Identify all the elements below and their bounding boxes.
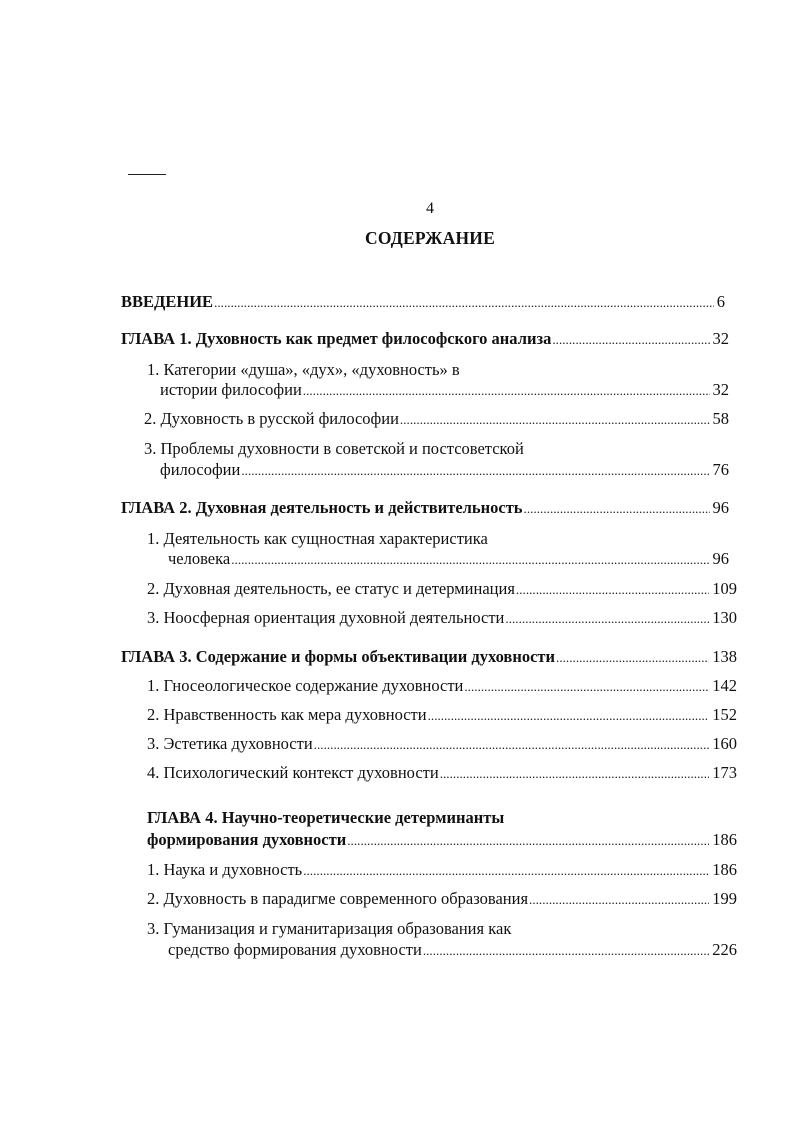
toc-section[interactable] [147, 765, 737, 782]
toc-section[interactable] [168, 551, 729, 568]
toc-section[interactable] [147, 862, 737, 879]
toc-section-line[interactable]: 1. Категории «душа», «дух», «духовность» в [147, 360, 460, 379]
toc-section-line[interactable]: 1. Деятельность как сущностная характеристика [147, 529, 488, 548]
chapter-label: ГЛАВА 2 [121, 498, 188, 517]
toc-chapter-1[interactable] [121, 331, 729, 348]
toc-entry-intro[interactable] [121, 294, 725, 311]
dot-leader [464, 678, 709, 695]
dot-leader [428, 707, 710, 724]
toc-section-text: 2. Духовная деятельность, ее статус и детерминация [147, 579, 515, 598]
toc-page-number: 76 [712, 460, 729, 479]
dot-leader [303, 862, 709, 879]
toc-section-line[interactable]: 3. Гуманизация и гуманитаризация образования как [147, 919, 512, 938]
toc-section[interactable] [160, 462, 729, 479]
toc-section-text: 3. Ноосферная ориентация духовной деятельности [147, 608, 505, 627]
toc-page-number: 186 [712, 830, 737, 849]
toc-section[interactable] [147, 678, 737, 695]
toc-page-number: 32 [712, 329, 729, 348]
toc-section[interactable] [144, 411, 729, 428]
dot-leader [505, 610, 709, 627]
toc-entry-label: ВВЕДЕНИЕ [121, 292, 214, 311]
toc-section[interactable] [168, 942, 737, 959]
toc-chapter-title: формирования духовности [147, 830, 347, 849]
toc-section[interactable] [160, 382, 729, 399]
toc-section[interactable] [147, 891, 737, 908]
toc-chapter-title [121, 500, 523, 517]
toc-page-number: 96 [712, 498, 729, 517]
toc-section-line[interactable]: 3. Проблемы духовности в советской и постсоветской [144, 439, 524, 458]
toc-section-text: истории философии [160, 380, 302, 399]
toc-section[interactable] [147, 707, 737, 724]
toc-section[interactable] [147, 581, 737, 598]
toc-section-text: 1. Гносеологическое содержание духовности [147, 676, 464, 695]
toc-chapter-2[interactable] [121, 500, 729, 517]
toc-page-number: 6 [716, 292, 725, 311]
toc-section[interactable] [147, 736, 737, 753]
dot-leader [314, 736, 710, 753]
toc-page-number: 160 [712, 734, 737, 753]
toc-section-text: 1. Наука и духовность [147, 860, 303, 879]
toc-chapter-4-line[interactable]: ГЛАВА 4. Научно-теоретические детерминанты [147, 808, 505, 827]
toc-page-number: 96 [712, 549, 729, 568]
dot-leader [516, 581, 709, 598]
toc-page-number: 130 [712, 608, 737, 627]
toc-section-text: средство формирования духовности [168, 940, 422, 959]
toc-section-text: 2. Нравственность как мера духовности [147, 705, 427, 724]
toc-section-text: 4. Психологический контекст духовности [147, 763, 439, 782]
toc-chapter-title: ГЛАВА 3. Содержание и формы объективации духовности [121, 647, 556, 666]
dot-leader [303, 382, 710, 399]
dot-leader [556, 649, 709, 666]
toc-page-number: 173 [712, 763, 737, 782]
toc-section-text: философии [160, 460, 241, 479]
toc-page-number: 109 [712, 579, 737, 598]
toc-page-number: 186 [712, 860, 737, 879]
chapter-title-text: . Духовная деятельность и действительность [187, 498, 523, 517]
toc-page-number: 32 [712, 380, 729, 399]
toc-page-number: 142 [712, 676, 737, 695]
toc-page-number: 152 [712, 705, 737, 724]
dot-leader [347, 832, 709, 849]
dot-leader [241, 462, 709, 479]
toc-page-number: 138 [712, 647, 737, 666]
chapter-title-text: . Духовность как предмет философского анализа [187, 329, 552, 348]
dot-leader [423, 942, 709, 959]
toc-section-text: 3. Эстетика духовности [147, 734, 313, 753]
toc-section-text: человека [168, 549, 231, 568]
dot-leader [214, 294, 714, 311]
toc-page-number: 199 [712, 889, 737, 908]
page-title: СОДЕРЖАНИЕ [364, 228, 495, 248]
dot-leader [552, 331, 709, 348]
dot-leader [529, 891, 709, 908]
toc-section-text: 2. Духовность в парадигме современного образования [147, 889, 529, 908]
toc-section-text: 2. Духовность в русской философии [144, 409, 399, 428]
dot-leader [524, 500, 710, 517]
toc-chapter-title [121, 331, 551, 348]
chapter-label: ГЛАВА 1 [121, 329, 188, 348]
dot-leader [231, 551, 709, 568]
toc-page-number: 58 [712, 409, 729, 428]
toc-chapter-4[interactable] [147, 832, 737, 849]
toc-page-number: 226 [712, 940, 737, 959]
dot-leader [440, 765, 710, 782]
page-number: 4 [426, 200, 434, 217]
dot-leader [400, 411, 710, 428]
toc-section[interactable] [147, 610, 737, 627]
header-rule [128, 174, 166, 175]
toc-chapter-3[interactable] [121, 649, 737, 666]
